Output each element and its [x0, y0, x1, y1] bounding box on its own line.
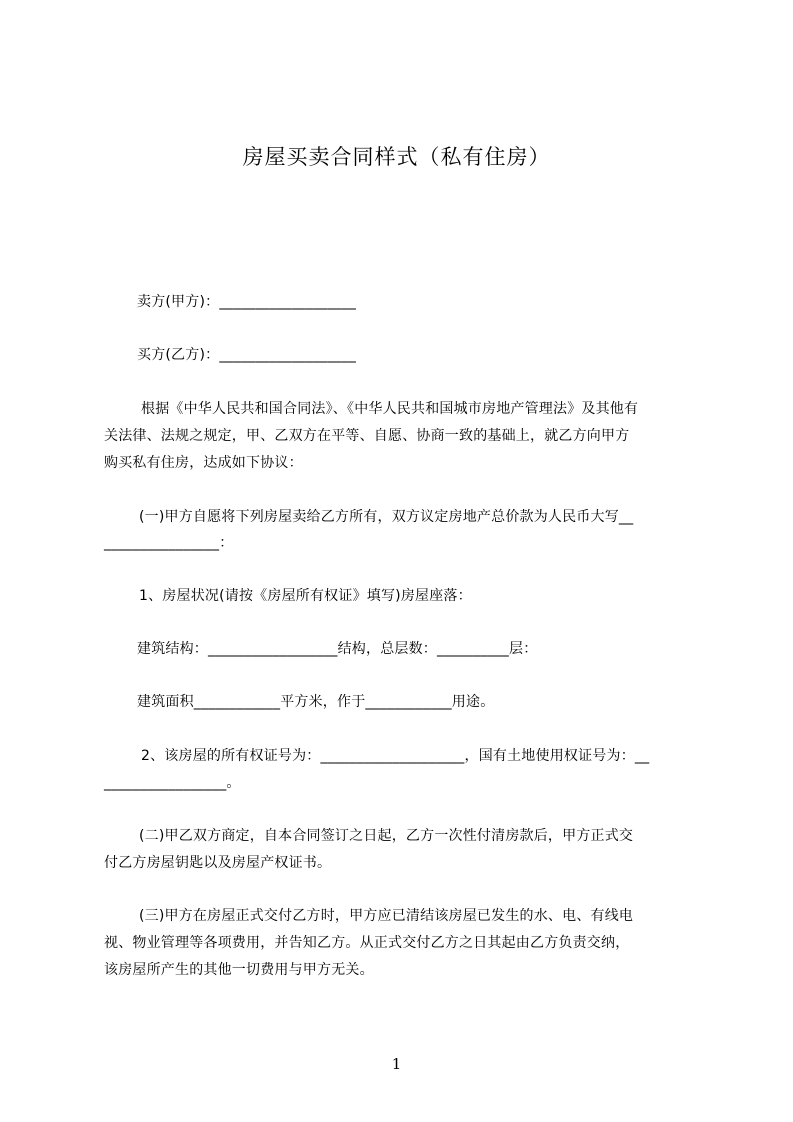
seller-line: 卖方(甲方)：___________________: [137, 294, 357, 310]
document-title: 房屋买卖合同样式（私有住房）: [242, 145, 551, 169]
page-number: 1: [391, 1055, 402, 1073]
clause-1-line-2: ________________：: [104, 535, 234, 551]
clause-1-line-1: (一)甲方自愿将下列房屋卖给乙方所有，双方议定房地产总价款为人民币大写__: [139, 509, 634, 525]
preamble-line-3: 购买私有住房，达成如下协议：: [104, 455, 303, 471]
clause-3-line-3: 该房屋所产生的其他一切费用与甲方无关。: [104, 962, 374, 978]
clause-3-line-2: 视、物业管理等各项费用，并告知乙方。从正式交付乙方之日其起由乙方负责交纳，: [104, 935, 630, 951]
item-2-line-2: _________________。: [104, 775, 241, 791]
item-1-line: 1、房屋状况(请按《房屋所有权证》填写)房屋座落：: [139, 588, 472, 604]
structure-line: 建筑结构：__________________结构，总层数：__________层：: [137, 641, 538, 657]
item-2-line-1: 2、该房屋的所有权证号为：____________________，国有土地使用权证号为：__: [141, 748, 650, 764]
preamble-line-2: 关法律、法规之规定，甲、乙双方在平等、自愿、协商一致的基础上，就乙方向甲方: [104, 428, 630, 444]
clause-3-line-1: (三)甲方在房屋正式交付乙方时，甲方应已清结该房屋已发生的水、电、有线电: [139, 908, 634, 924]
preamble-line-1: 根据《中华人民共和国合同法》、《中华人民共和国城市房地产管理法》及其他有: [141, 401, 639, 417]
clause-2-line-2: 付乙方房屋钥匙以及房屋产权证书。: [104, 855, 332, 871]
clause-2-line-1: (二)甲乙双方商定，自本合同签订之日起，乙方一次性付清房款后，甲方正式交: [139, 828, 634, 844]
buyer-line: 买方(乙方)：___________________: [137, 347, 357, 363]
area-line: 建筑面积____________平方米，作于____________用途。: [137, 694, 495, 710]
